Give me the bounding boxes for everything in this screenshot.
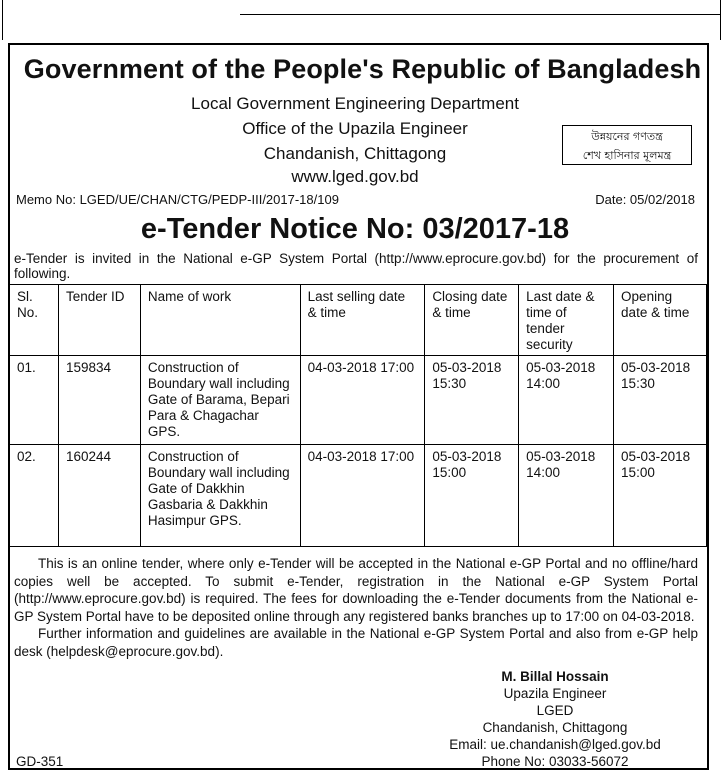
cell-tender-id: 160244 <box>58 445 140 547</box>
table-header-row <box>10 285 707 356</box>
left-edge-rule <box>2 0 3 40</box>
signatory-org: LGED <box>536 703 574 718</box>
cell-opening: 05-03-2018 15:00 <box>614 445 707 547</box>
header-sl: Sl. No. <box>10 285 59 356</box>
slogan-stamp <box>562 125 692 165</box>
stamp-line-2: শেখ হাসিনার মূলমন্ত্র <box>582 149 672 162</box>
header-security: Last date & time of tender security <box>519 285 614 356</box>
helpdesk-info: Further information and guidelines are available in the National e-GP System Portal and also from e-GP help desk (helpdesk@eprocure.gov.bd). <box>14 626 698 659</box>
cell-security: 05-03-2018 14:00 <box>519 445 614 547</box>
cell-last-selling: 04-03-2018 17:00 <box>300 356 425 445</box>
notice-date: Date: 05/02/2018 <box>595 192 695 207</box>
header-tender-id: Tender ID <box>58 285 140 356</box>
cell-opening: 05-03-2018 15:30 <box>614 356 707 445</box>
office-location: Chandanish, Chittagong <box>263 144 447 163</box>
intro-text: e-Tender is invited in the National e-GP System Portal (http://www.eprocure.gov.bd) for the procurement of following. <box>14 251 698 281</box>
stamp-line-1: উন্নয়নের গণতন্ত্র <box>591 130 663 143</box>
cell-work: Construction of Boundary wall including Gate of Dakkhin Gasbaria & Dakkhin Hasimpur GPS. <box>140 445 300 547</box>
tender-table <box>9 284 707 547</box>
table-row <box>10 445 707 547</box>
header-last-selling: Last selling date & time <box>300 285 425 356</box>
cell-tender-id: 159834 <box>58 356 140 445</box>
signatory-email: Email: ue.chandanish@lged.gov.bd <box>449 737 661 752</box>
footer-code: GD-351 <box>16 754 64 769</box>
office-name: Office of the Upazila Engineer <box>242 119 468 138</box>
signatory-designation: Upazila Engineer <box>503 686 607 701</box>
cell-last-selling: 04-03-2018 17:00 <box>300 445 425 547</box>
memo-number: Memo No: LGED/UE/CHAN/CTG/PEDP-III/2017-18/109 <box>16 192 339 207</box>
header-closing: Closing date & time <box>425 285 519 356</box>
top-rule <box>240 14 720 15</box>
notice-title: e-Tender Notice No: 03/2017-18 <box>140 213 570 245</box>
right-edge-rule <box>720 0 721 40</box>
top-border <box>0 0 725 40</box>
tender-instructions: This is an online tender, where only e-Tender will be accepted in the National e-GP Portal and no offline/hard copies well be accepted. To submit e-Tender, registration in the National e-GP System Portal (http://www.eprocure.gov.bd) is required. The fees for downloading the e-Tender documents from the National e-GP System Portal have to be deposited online through any registered banks branches up to 17:00 on 04-03-2018. <box>14 556 698 624</box>
department-name: Local Government Engineering Department <box>191 94 519 113</box>
table-row <box>10 356 707 445</box>
government-title: Government of the People's Republic of Bangladesh <box>23 54 702 84</box>
header-opening: Opening date & time <box>614 285 707 356</box>
signatory-phone: Phone No: 03033-56072 <box>481 754 629 769</box>
cell-security: 05-03-2018 14:00 <box>519 356 614 445</box>
cell-closing: 05-03-2018 15:00 <box>425 445 519 547</box>
cell-sl: 01. <box>10 356 59 445</box>
signatory-name: M. Billal Hossain <box>501 669 609 684</box>
cell-work: Construction of Boundary wall including Gate of Barama, Bepari Para & Chagachar GPS. <box>140 356 300 445</box>
signatory-location: Chandanish, Chittagong <box>482 720 628 735</box>
website: www.lged.gov.bd <box>291 167 419 186</box>
header-work: Name of work <box>140 285 300 356</box>
cell-sl: 02. <box>10 445 59 547</box>
cell-closing: 05-03-2018 15:30 <box>425 356 519 445</box>
